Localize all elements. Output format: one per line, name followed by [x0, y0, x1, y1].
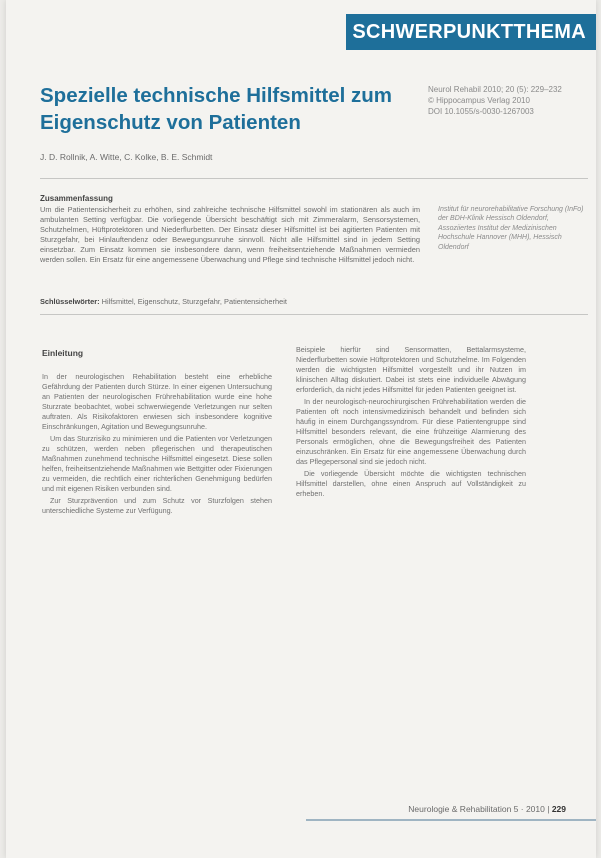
publication-citation: Neurol Rehabil 2010; 20 (5): 229–232 [428, 85, 562, 94]
page-number: 229 [551, 804, 566, 814]
journal-page [6, 0, 596, 858]
abstract-heading: Zusammenfassung [40, 194, 113, 203]
paragraph: Zur Sturzprävention und zum Schutz vor Sturzfolgen stehen unterschiedliche Systeme zur Verfügung. [42, 496, 272, 515]
author-affiliation: Institut für neurorehabilitative Forschung (InFo) der BDH-Klinik Hessisch Oldendorf, Assoziiertes Institut der Medizinischen Hochschule Hannover (MHH), Hessisch Oldendorf [438, 206, 584, 251]
keywords-label: Schlüsselwörter: [40, 297, 100, 306]
paragraph: In der neurologisch-neurochirurgischen Frührehabilitation werden die Patienten oft noch intensivmedizinisch behandelt und befinden sich häufig in einem Durchgangssyndrom. Für diese Patientengruppe sind Hilfsmittel besonders relevant, die eine frühzeitige Alarmierung des Personals ermöglichen, ohne die Bewegungsfreiheit des Patienten einzuschränken. Ein Ersatz für eine angemessene Überwachung durch das Pflegepersonal sind sie jedoch nicht. [296, 397, 526, 466]
paragraph: Um das Sturzrisiko zu minimieren und die Patienten vor Verletzungen zu schützen, werden neben pflegerischen und therapeutischen Maßnahmen zunehmend technische Hilfsmittel eingesetzt. Diese sollen helfen, freiheitsentziehende Maßnahmen wie Bettgitter oder Fixierungen zu vermeiden, die rechtlich einer richterlichen Genehmigung bedürfen und mit eigenen Risiken verbunden sind. [42, 434, 272, 493]
publication-doi: DOI 10.1055/s-0030-1267003 [428, 107, 534, 116]
section-banner-label: SCHWERPUNKTTHEMA [352, 20, 586, 43]
divider [40, 314, 588, 315]
paragraph: In der neurologischen Rehabilitation besteht eine erhebliche Gefährdung der Patienten durch Stürze. In einer eigenen Untersuchung an Patienten der neurologischen Frührehabilitation wurde eine hohe Sturzrate beobachtet, wobei schwerwiegende Verletzungen nur selten auftraten. Als Risikofaktoren erwiesen sich insbesondere kognitive Einschränkungen, Agitation und Bewegungsunruhe. [42, 372, 272, 431]
keywords [40, 297, 420, 306]
abstract-text: Um die Patientensicherheit zu erhöhen, sind zahlreiche technische Hilfsmittel sowohl im stationären als auch im ambulanten Setting verfügbar. Die vorliegende Übersicht beschäftigt sich mit Zimmeralarm, Sensorsystemen, Schutzhelmen, Hüftprotektoren und Niederflurbetten. Der Einsatz dieser Hilfsmittel ist bei agitierten Patienten mit Sturzgefahr, bei Hinlauftendenz oder Bewegungsunruhe sinnvoll. Nicht alle Hilfsmittel sind in jedem Setting einsetzbar. Zum Einsatz kommen sie insbesondere dann, wenn freiheitsentziehende Maßnahmen vermieden werden sollen. Ein Ersatz für eine angemessene Überwachung und Pflege sind technische Hilfsmittel jedoch nicht. [40, 205, 420, 264]
paragraph: Beispiele hierfür sind Sensormatten, Bettalarmsysteme, Niederflurbetten sowie Hüftprotektoren und Schutzhelme. Im Folgenden werden die wichtigsten Hilfsmittel vorgestellt und ihr Nutzen im klinischen Alltag diskutiert. Dabei ist stets eine individuelle Abwägung erforderlich, da nicht jedes Hilfsmittel für jeden Patienten geeignet ist. [296, 345, 526, 394]
footer-journal: Neurologie & Rehabilitation 5 · 2010 [408, 804, 545, 814]
keywords-list: Hilfsmittel, Eigenschutz, Sturzgefahr, Patientensicherheit [101, 297, 287, 306]
page-footer: Neurologie & Rehabilitation 5 · 2010 | 229 [408, 804, 566, 814]
body-column-right [296, 345, 526, 501]
article-authors: J. D. Rollnik, A. Witte, C. Kolke, B. E. Schmidt [40, 152, 213, 162]
publication-copyright: © Hippocampus Verlag 2010 [428, 96, 530, 105]
article-title: Spezielle technische Hilfsmittel zum Eigenschutz von Patienten [40, 84, 393, 134]
section-banner [346, 14, 596, 50]
body-column-left [42, 372, 272, 518]
footer-rule [306, 819, 596, 821]
divider [40, 178, 588, 179]
paragraph: Die vorliegende Übersicht möchte die wichtigsten technischen Hilfsmittel darstellen, ohne einen Anspruch auf Vollständigkeit zu erheben. [296, 469, 526, 498]
section-heading-introduction: Einleitung [42, 348, 84, 358]
publication-info [428, 84, 588, 117]
